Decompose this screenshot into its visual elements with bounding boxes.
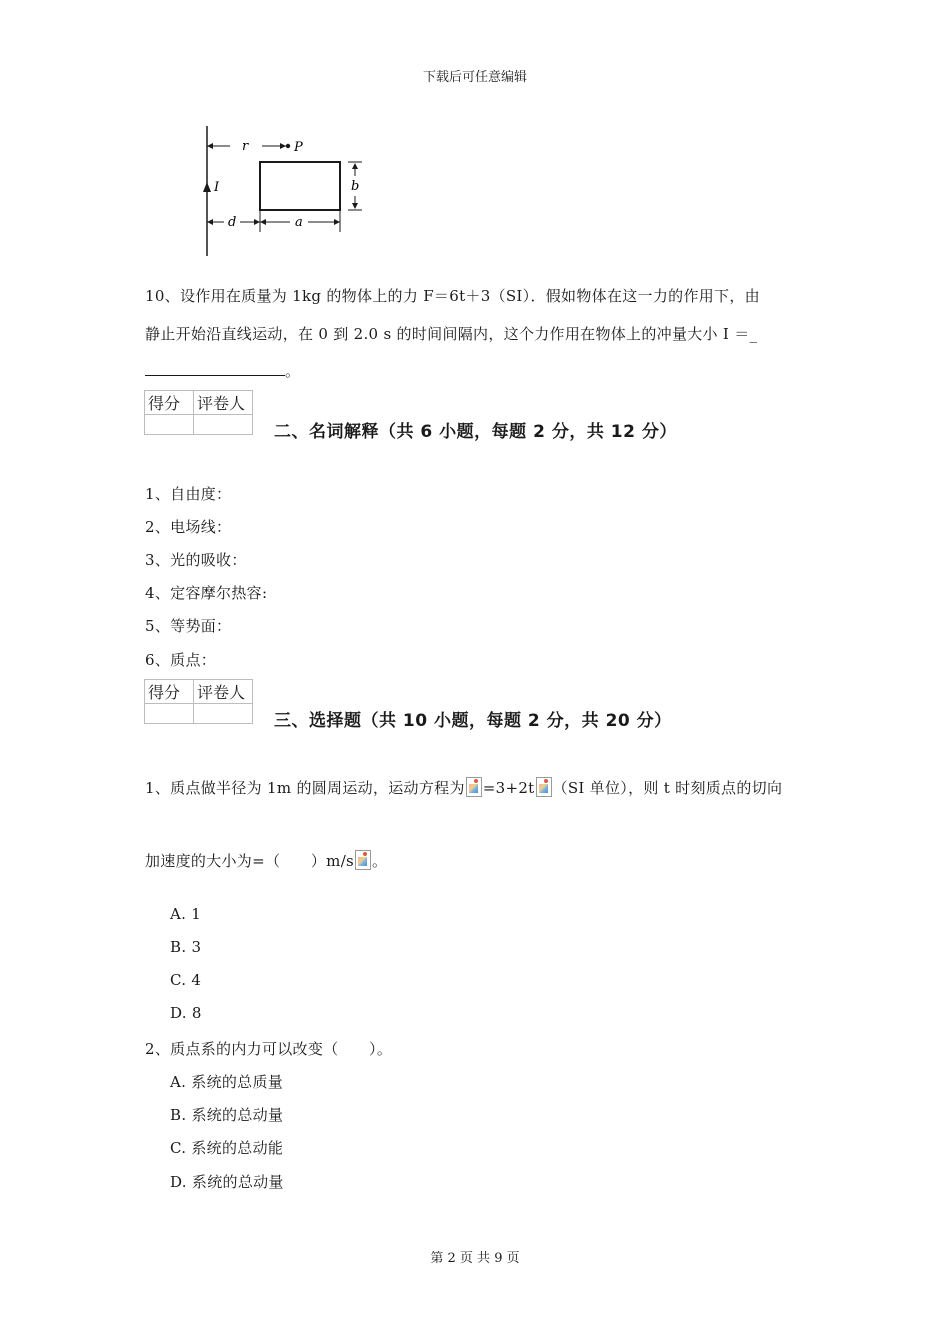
score-table-section2: [144, 390, 253, 435]
score-label: 得分: [145, 391, 194, 415]
score-cell[interactable]: [145, 704, 194, 724]
term-item: 1、自由度：: [145, 485, 232, 503]
q10-line1: 10、设作用在质量为 1kg 的物体上的力 F＝6t＋3（SI）．假如物体在这一力的作用下，由: [145, 287, 760, 305]
wire-loop-figure: [190, 120, 370, 262]
label-P: P: [294, 140, 303, 155]
q10-line3: 。: [145, 360, 300, 381]
formula-image-icon: [536, 777, 552, 797]
term-item: 5、等势面：: [145, 617, 232, 635]
q2-option-b[interactable]: B. 系统的总动量: [170, 1106, 284, 1124]
term-item: 3、光的吸收：: [145, 551, 247, 569]
q2-stem: 2、质点系的内力可以改变（ ）。: [145, 1040, 393, 1058]
grader-label: 评卷人: [194, 391, 253, 415]
q2-option-d[interactable]: D. 系统的总动量: [170, 1173, 284, 1191]
score-table-section3: [144, 679, 253, 724]
q1-line2: 加速度的大小为=（ ）m/s 。: [145, 852, 388, 870]
q1-line1: 1、质点做半径为 1m 的圆周运动，运动方程为 =3+2t （SI 单位），则 t 时刻质点的切向: [145, 779, 783, 797]
q1-option-b[interactable]: B. 3: [170, 938, 202, 956]
grader-cell[interactable]: [194, 704, 253, 724]
term-item: 4、定容摩尔热容:: [145, 584, 268, 602]
formula-image-icon: [466, 777, 482, 797]
label-r: r: [242, 139, 249, 154]
section3-title: 三、选择题（共 10 小题，每题 2 分，共 20 分）: [274, 711, 672, 731]
q1-option-d[interactable]: D. 8: [170, 1004, 202, 1022]
q10-line2: 静止开始沿直线运动，在 0 到 2.0 s 的时间间隔内，这个力作用在物体上的冲量大小 I ＝_: [145, 325, 758, 343]
q2-option-a[interactable]: A. 系统的总质量: [170, 1073, 284, 1091]
term-item: 6、质点：: [145, 651, 217, 669]
q2-option-c[interactable]: C. 系统的总动能: [170, 1139, 284, 1157]
grader-cell[interactable]: [194, 415, 253, 435]
section2-title: 二、名词解释（共 6 小题，每题 2 分，共 12 分）: [274, 422, 677, 442]
score-cell[interactable]: [145, 415, 194, 435]
label-b: b: [351, 179, 360, 194]
q1-option-c[interactable]: C. 4: [170, 971, 202, 989]
term-item: 2、电场线：: [145, 518, 232, 536]
label-I: I: [214, 180, 220, 195]
formula-image-icon: [355, 850, 371, 870]
page-header: 下载后可任意编辑: [422, 70, 527, 85]
label-d: d: [228, 215, 237, 230]
page-footer: 第 2 页 共 9 页: [430, 1251, 520, 1266]
score-label: 得分: [145, 680, 194, 704]
grader-label: 评卷人: [194, 680, 253, 704]
label-a: a: [295, 215, 303, 230]
q1-option-a[interactable]: A. 1: [170, 905, 202, 923]
answer-blank[interactable]: [145, 361, 285, 376]
